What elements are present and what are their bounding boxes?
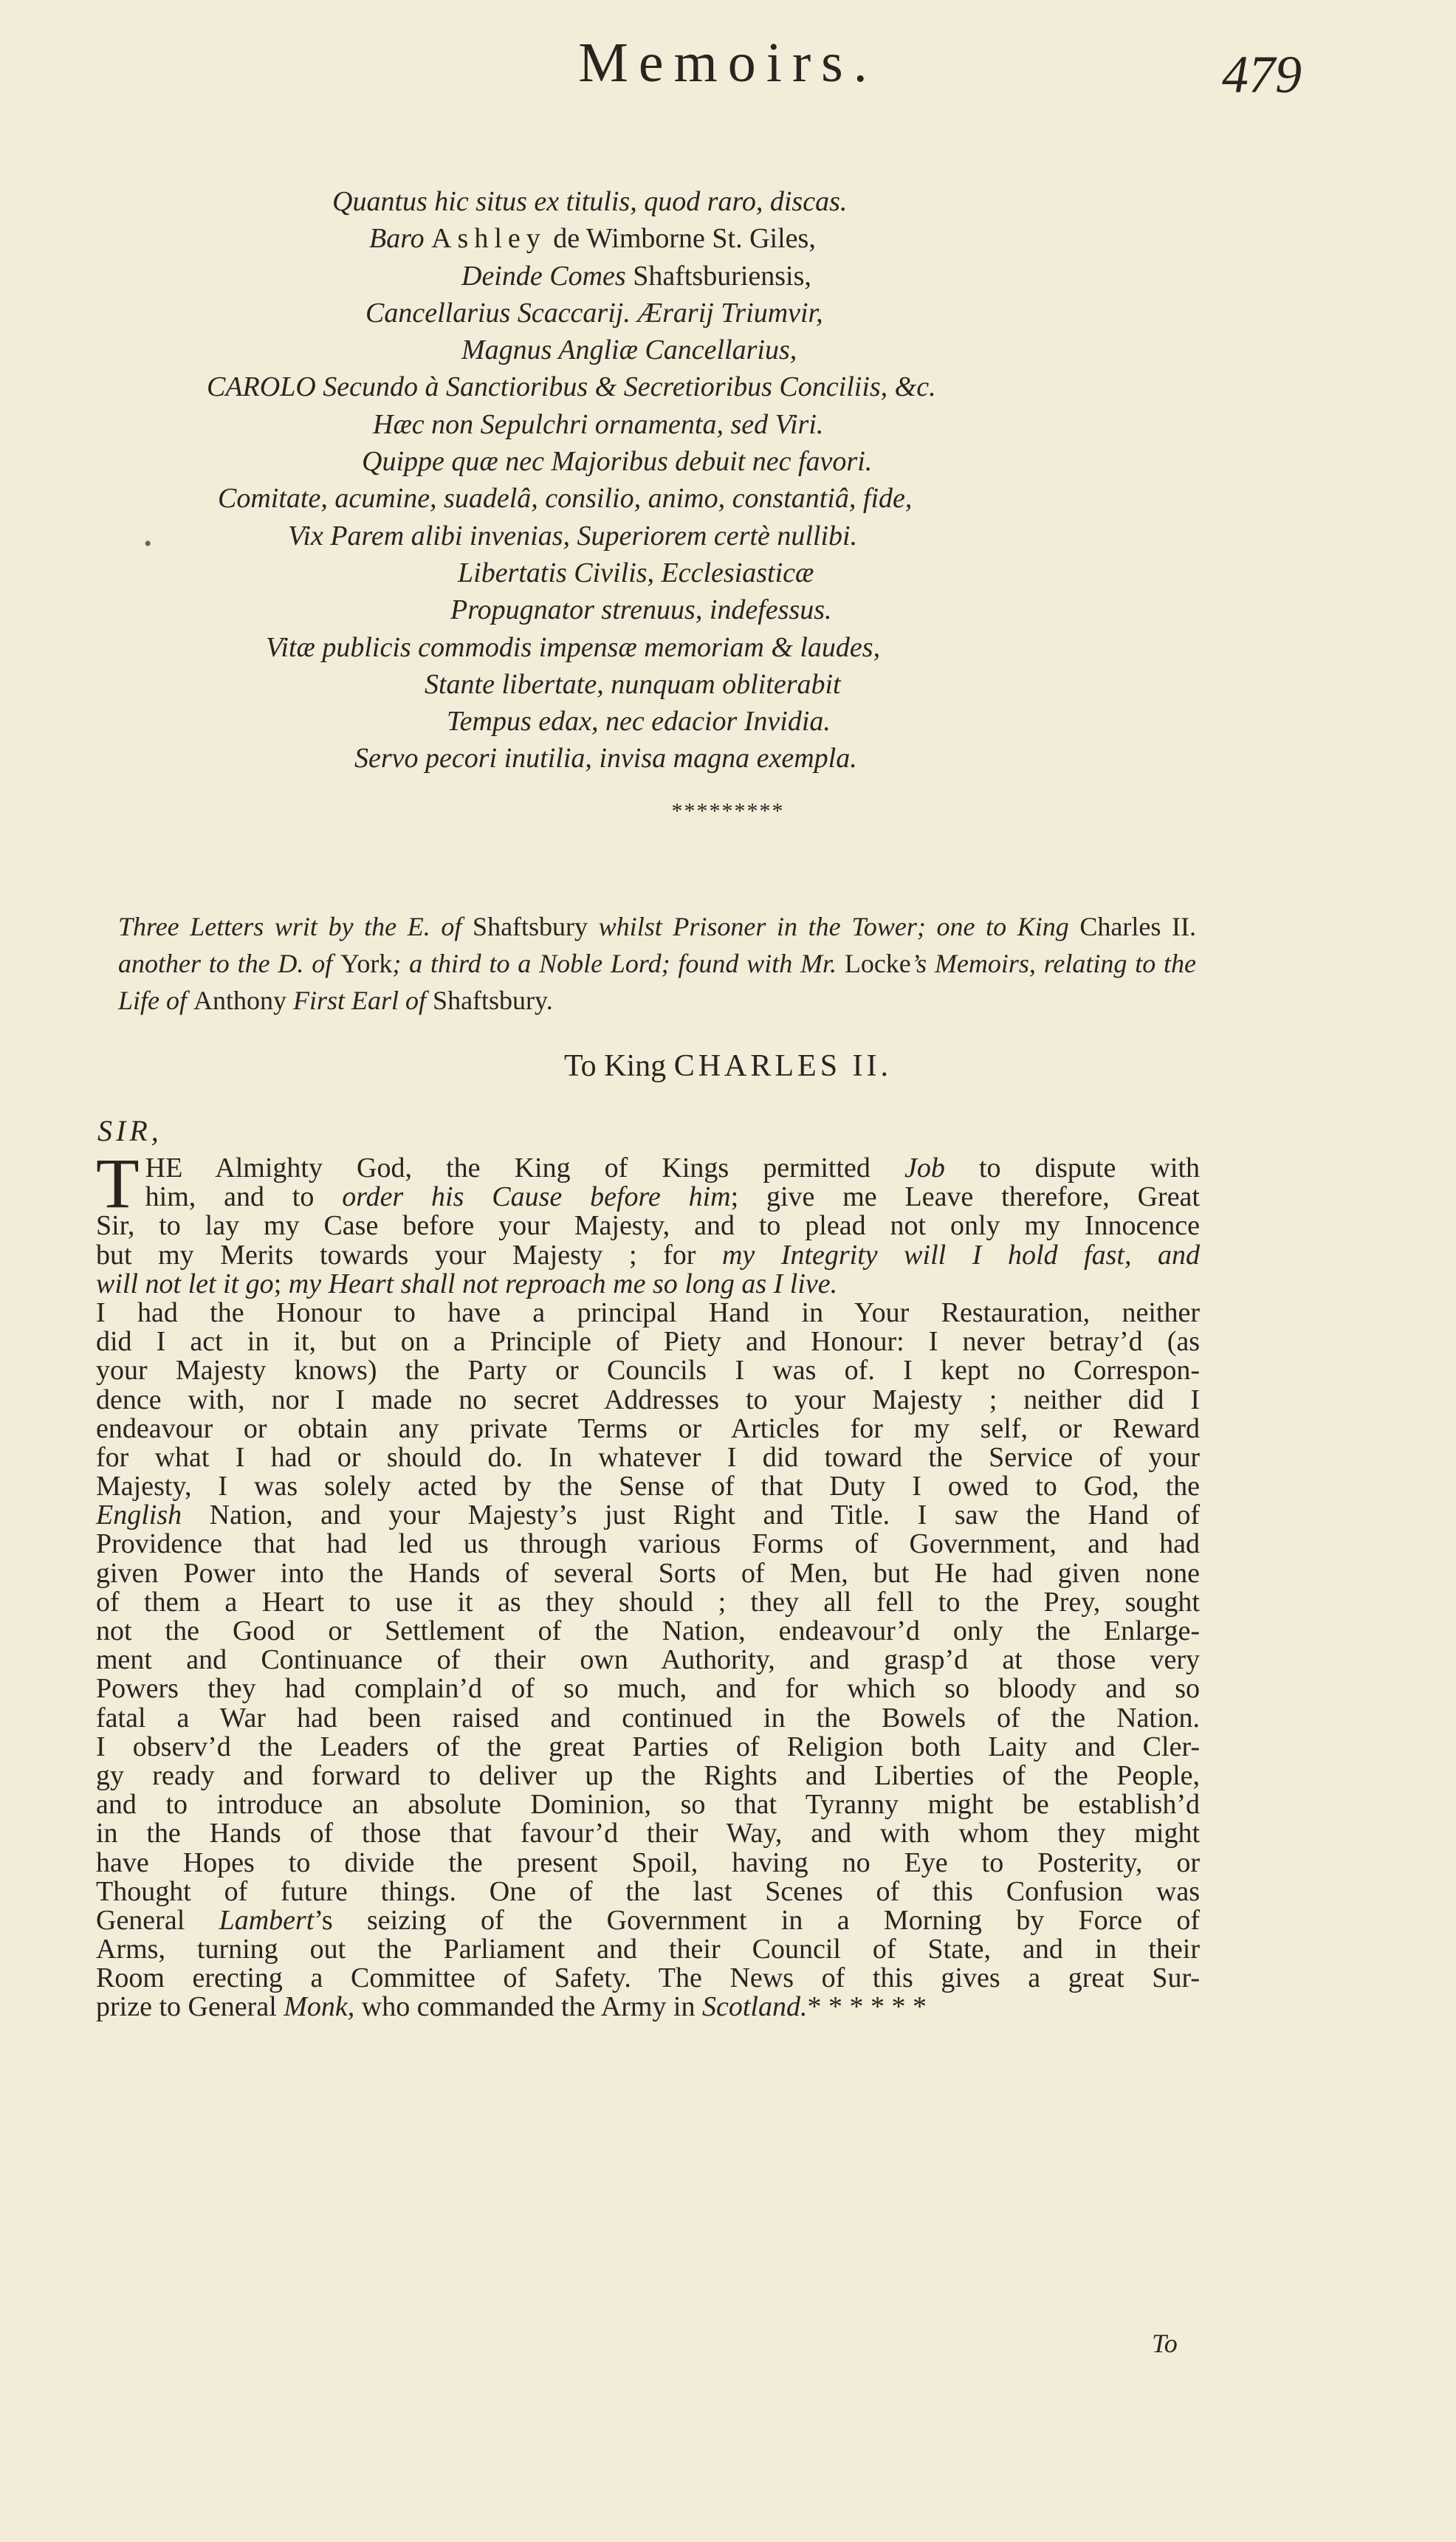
- ornamental-rule: *********: [671, 799, 785, 823]
- body-line: [96, 1646, 1200, 1674]
- body-line: [96, 1559, 1200, 1588]
- epitaph-line: [185, 518, 1292, 554]
- body-line: [96, 1935, 1200, 1964]
- body-line: [96, 1993, 1200, 2021]
- body-text: I had the Honour to have a principal Hand in Your Restauration, neither: [96, 1296, 1200, 1328]
- body-text: Arms, turning out the Parliament and their Council of State, and in their: [96, 1934, 1200, 1965]
- epitaph-text: Cancellarius Scaccarij. Ærarij Triumvir,: [365, 297, 823, 329]
- epitaph-line: [185, 703, 1292, 740]
- body-line: [96, 1296, 1200, 1328]
- body-text: gy ready and forward to deliver up the Rights and Liberties of the People,: [96, 1759, 1200, 1791]
- body-text: will not let it go: [96, 1268, 274, 1299]
- body-text: given Power into the Hands of several Sorts of Men, but He had given none: [96, 1557, 1200, 1589]
- page-number: 479: [1222, 45, 1302, 104]
- epitaph-line: [185, 332, 1292, 368]
- letter-heading: [0, 1048, 1456, 1084]
- section-title-text: Shaftsbury: [473, 912, 588, 941]
- body-text: ment and Continuance of their own Authority, and grasp’d at those very: [96, 1644, 1200, 1676]
- epitaph-line: [185, 443, 1292, 480]
- body-text: General: [96, 1904, 219, 1936]
- epitaph-line: [185, 554, 1292, 591]
- epitaph-text: Quippe quæ nec Majoribus debuit nec favori.: [362, 446, 873, 478]
- epitaph-line: [185, 368, 1292, 405]
- body-text: my Integrity will I hold fast, and: [721, 1239, 1200, 1271]
- epitaph-line: [185, 295, 1292, 332]
- epitaph-text: Libertatis Civilis, Ecclesiasticæ: [458, 557, 814, 588]
- section-title-text: whilst Prisoner in the Tower; one to King: [588, 912, 1080, 941]
- section-title-text: Three Letters writ by the E. of: [118, 912, 473, 941]
- body-text: Monk,: [284, 1991, 355, 2023]
- epitaph-line: [185, 220, 1292, 257]
- body-text: Sir, to lay my Case before your Majesty, and to plead not only my Innocence: [96, 1210, 1200, 1242]
- section-title-text: First Earl of: [286, 986, 433, 1015]
- section-title-text: ’s Memoirs, relating to the Life of: [118, 949, 1196, 1015]
- body-line: [96, 1617, 1200, 1646]
- section-title-text: Anthony: [193, 986, 287, 1015]
- body-text: not the Good or Settlement of the Nation, endeavour’d only the Enlarge-: [96, 1615, 1200, 1646]
- body-text: fatal a War had been raised and continued in the Bowels of the Nation.: [96, 1702, 1200, 1734]
- body-line: [96, 1386, 1200, 1415]
- body-line: [96, 1212, 1200, 1240]
- section-title-text: Mr.: [800, 949, 845, 978]
- epitaph-line: [185, 406, 1292, 443]
- body-text: Majesty, I was solely acted by the Sense of that Duty I owed to God, the: [96, 1471, 1200, 1502]
- running-head: Memoirs.: [578, 32, 878, 94]
- epitaph-line: [185, 183, 1292, 220]
- body-line: [96, 1412, 1200, 1444]
- body-line: [96, 1964, 1200, 1993]
- epitaph-text: Baro: [369, 223, 432, 255]
- body-text: ;: [273, 1268, 289, 1299]
- body-text: did I act in it, but on a Principle of Piety and Honour: I never betray’d (as: [96, 1326, 1200, 1358]
- epitaph-line: [185, 480, 1292, 517]
- body-text: order his Cause before him: [342, 1181, 731, 1213]
- body-line: [96, 1674, 1200, 1703]
- body-line: [96, 1733, 1200, 1762]
- body-line: [96, 1530, 1200, 1559]
- body-line: [96, 1183, 1200, 1212]
- body-line: [96, 1241, 1200, 1270]
- epitaph-text: Shaftsburiensis,: [633, 260, 811, 292]
- salutation: SIR,: [97, 1114, 162, 1147]
- body-text: endeavour or obtain any private Terms or Articles for my self, or Reward: [96, 1412, 1200, 1444]
- body-text: prize to General: [96, 1991, 284, 2023]
- letter-body: [96, 1144, 1200, 2023]
- epitaph-text: Stante libertate, nunquam obliterabit: [425, 668, 841, 700]
- section-title-text: York: [340, 949, 393, 978]
- epitaph-text: de Wimborne St. Giles,: [546, 223, 816, 255]
- body-text: Powers they had complain’d of so much, and for which so bloody and so: [96, 1673, 1200, 1705]
- epitaph-text: Vitæ publicis commodis impensæ memoriam & laudes,: [266, 631, 881, 663]
- drop-cap: T: [96, 1144, 140, 1223]
- epitaph-text: Comitate, acumine, suadelâ, consilio, animo, constantiâ, fide,: [218, 483, 913, 515]
- body-text: * * * * * *: [807, 1991, 927, 2023]
- epitaph-line: [185, 591, 1292, 628]
- body-line: [96, 1849, 1200, 1878]
- section-title: [118, 908, 1196, 1019]
- epitaph-text: Vix Parem alibi invenias, Superiorem certè nullibi.: [288, 520, 858, 552]
- body-text: English: [96, 1500, 182, 1531]
- body-text: your Majesty knows) the Party or Councils I was of. I kept no Correspon-: [96, 1355, 1200, 1387]
- body-line: [96, 1270, 1200, 1299]
- section-title-text: another to the D. of: [118, 949, 340, 978]
- catchword: To: [1152, 2329, 1178, 2358]
- body-text: Thought of future things. One of the last Scenes of this Confusion was: [96, 1875, 1200, 1907]
- letter-heading-prefix: To King: [563, 1049, 674, 1083]
- epitaph-text: Ashley: [431, 223, 546, 255]
- body-text: of them a Heart to use it as they should ; they all fell to the Prey, sought: [96, 1586, 1200, 1618]
- epitaph-text: Magnus Angliæ Cancellarius,: [461, 334, 797, 366]
- epitaph-text: &c.: [894, 371, 936, 403]
- body-line: [96, 1356, 1200, 1385]
- body-line: [96, 1704, 1200, 1733]
- epitaph-line: [185, 258, 1292, 295]
- body-line: [96, 1819, 1200, 1848]
- body-text: I observ’d the Leaders of the great Parties of Religion both Laity and Cler-: [96, 1731, 1200, 1762]
- body-text: but my Merits towards your Majesty ; for: [96, 1239, 722, 1271]
- body-text: have Hopes to divide the present Spoil, having no Eye to Posterity, or: [96, 1847, 1200, 1878]
- epitaph-line: [185, 666, 1292, 703]
- epitaph-line: [185, 740, 1292, 777]
- body-text: Providence that had led us through various Forms of Government, and had: [96, 1528, 1200, 1560]
- body-text: Scotland.: [702, 1991, 808, 2023]
- body-line: [96, 1906, 1200, 1935]
- epitaph-text: Servo pecori inutilia, invisa magna exempla.: [354, 743, 857, 774]
- body-text: my Heart shall not reproach me so long as I live.: [288, 1268, 838, 1299]
- body-text: ’s seizing of the Government in a Morning by Force of: [314, 1904, 1200, 1936]
- body-line: [96, 1759, 1200, 1791]
- letter-heading-name: CHARLES II.: [673, 1049, 893, 1083]
- latin-epitaph: [185, 183, 1292, 777]
- epitaph-text: Propugnator strenuus, indefessus.: [450, 594, 832, 626]
- body-line: [96, 1501, 1200, 1530]
- body-line: [96, 1327, 1200, 1356]
- section-title-text: Charles II.: [1079, 912, 1196, 941]
- epitaph-text: Tempus edax, nec edacior Invidia.: [447, 706, 831, 738]
- body-line: [96, 1790, 1200, 1819]
- epitaph-text: Quantus hic situs ex titulis, quod raro, discas.: [332, 186, 848, 217]
- body-text: to dispute with: [944, 1153, 1200, 1184]
- section-title-text: Locke: [844, 949, 911, 978]
- body-line: [96, 1875, 1200, 1907]
- body-line: [96, 1443, 1200, 1472]
- body-text: Lambert: [219, 1904, 315, 1936]
- body-text: him, and to: [145, 1181, 343, 1213]
- section-title-text: Shaftsbury.: [433, 986, 553, 1015]
- epitaph-text: Deinde Comes: [461, 260, 633, 292]
- stray-mark: •: [144, 532, 152, 556]
- body-text: Nation, and your Majesty’s just Right and Title. I saw the Hand of: [182, 1500, 1200, 1531]
- body-text: who commanded the Army in: [354, 1991, 702, 2023]
- body-text: HE Almighty God, the King of Kings permitted: [145, 1153, 904, 1184]
- epitaph-line: [185, 629, 1292, 666]
- body-line: [96, 1154, 1200, 1183]
- section-title-text: ; a third to a Noble Lord; found with: [392, 949, 800, 978]
- epitaph-text: CAROLO: [207, 371, 316, 403]
- body-line: [96, 1472, 1200, 1501]
- body-text: ; give me Leave therefore, Great: [730, 1181, 1200, 1213]
- body-text: Job: [904, 1153, 945, 1184]
- body-text: dence with, nor I made no secret Addresses to your Majesty ; neither did I: [96, 1384, 1200, 1415]
- body-text: and to introduce an absolute Dominion, so that Tyranny might be establish’d: [96, 1789, 1200, 1821]
- body-text: in the Hands of those that favour’d their Way, and with whom they might: [96, 1818, 1200, 1849]
- body-text: Room erecting a Committee of Safety. The News of this gives a great Sur-: [96, 1962, 1200, 1994]
- body-text: for what I had or should do. In whatever I did toward the Service of your: [96, 1441, 1200, 1473]
- epitaph-text: Secundo à Sanctioribus & Secretioribus Conciliis,: [315, 371, 895, 403]
- body-line: [96, 1588, 1200, 1617]
- epitaph-text: Hæc non Sepulchri ornamenta, sed Viri.: [373, 408, 824, 440]
